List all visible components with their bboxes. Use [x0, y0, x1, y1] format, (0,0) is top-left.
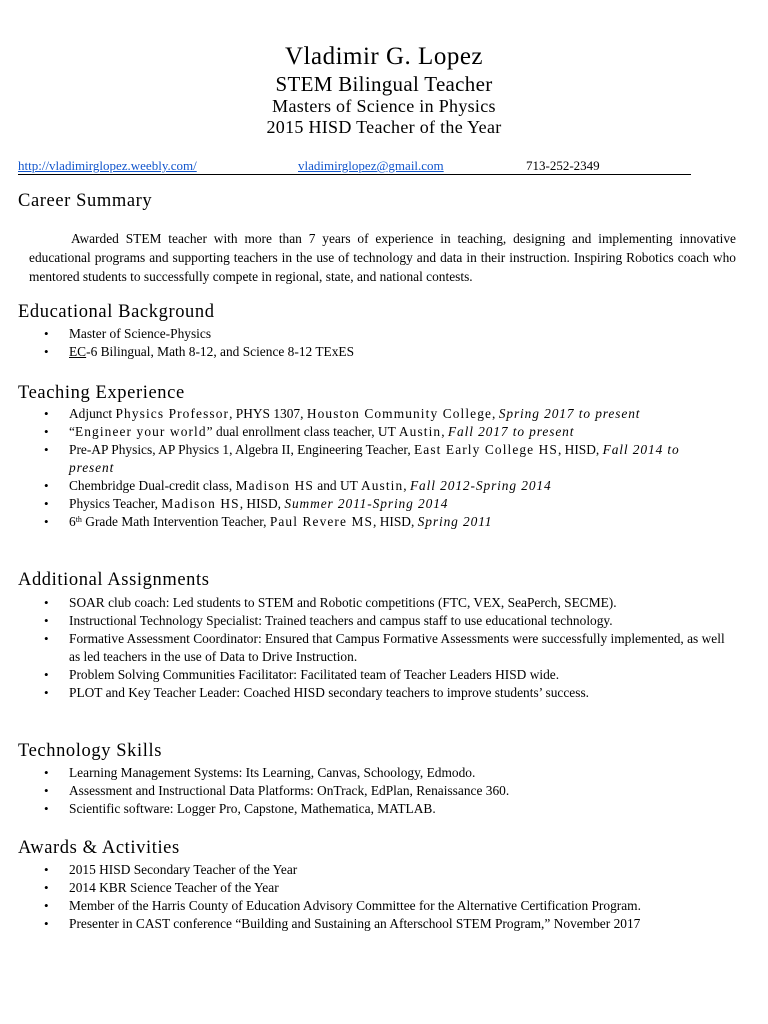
contact-line — [18, 157, 691, 175]
job-title: STEM Bilingual Teacher — [275, 72, 493, 96]
list-item: • Formative Assessment Coordinator: Ensured that Campus Formative Assessments were successfully implemented, as well as led teachers in the use of Data to Drive Instruction. — [0, 630, 729, 666]
list-item: • Physics Teacher, Madison HS, HISD, Summer 2011-Spring 2014 — [0, 495, 729, 513]
education-list — [0, 325, 729, 361]
list-item: • Instructional Technology Specialist: Trained teachers and campus staff to use educational technology. — [0, 612, 729, 630]
list-item: • Problem Solving Communities Facilitator: Facilitated team of Teacher Leaders HISD wide. — [0, 666, 729, 684]
awards-heading: Awards & Activities — [18, 838, 180, 858]
list-item: • Member of the Harris County of Education Advisory Committee for the Alternative Certification Program. — [0, 897, 729, 915]
list-item: • Adjunct Physics Professor, PHYS 1307, Houston Community College, Spring 2017 to present — [0, 405, 729, 423]
list-item: • Chembridge Dual-credit class, Madison HS and UT Austin, Fall 2012-Spring 2014 — [0, 477, 729, 495]
assignments-list — [0, 594, 729, 702]
career-summary-heading: Career Summary — [18, 191, 153, 211]
list-item: • PLOT and Key Teacher Leader: Coached HISD secondary teachers to improve students’ success. — [0, 684, 729, 702]
phone-number: 713-252-2349 — [526, 158, 600, 173]
list-item: • EC-6 Bilingual, Math 8-12, and Science 8-12 TExES — [0, 343, 729, 361]
career-summary-text: Awarded STEM teacher with more than 7 years of experience in teaching, designing and implementing innovative educational programs and supporting teachers in the use of technology and data in their instruction. Inspiring Robotics coach who mentored students to successfully compete in regional, state, and national contests. — [29, 231, 736, 284]
list-item: • 2015 HISD Secondary Teacher of the Year — [0, 861, 729, 879]
list-item: • Pre-AP Physics, AP Physics 1, Algebra II, Engineering Teacher, East Early College HS, HISD, Fall 2014 to present — [0, 441, 729, 477]
awards-list — [0, 861, 729, 933]
list-item: • 2014 KBR Science Teacher of the Year — [0, 879, 729, 897]
teaching-heading: Teaching Experience — [18, 383, 185, 403]
list-item: • Learning Management Systems: Its Learning, Canvas, Schoology, Edmodo. — [0, 764, 729, 782]
skills-list — [0, 764, 729, 818]
list-item: • Scientific software: Logger Pro, Capstone, Mathematica, MATLAB. — [0, 800, 729, 818]
website-link[interactable]: http://vladimirglopez.weebly.com/ — [18, 158, 197, 173]
candidate-name: Vladimir G. Lopez — [284, 43, 484, 70]
award-line: 2015 HISD Teacher of the Year — [266, 117, 502, 137]
email-link[interactable]: vladimirglopez@gmail.com — [298, 158, 444, 173]
list-item: • Master of Science-Physics — [0, 325, 729, 343]
degree-line: Masters of Science in Physics — [272, 96, 496, 116]
assignments-heading: Additional Assignments — [18, 570, 210, 590]
education-heading: Educational Background — [18, 302, 215, 322]
list-item: • SOAR club coach: Led students to STEM and Robotic competitions (FTC, VEX, SeaPerch, SECME). — [0, 594, 729, 612]
list-item: • Presenter in CAST conference “Building and Sustaining an Afterschool STEM Program,” November 2017 — [0, 915, 729, 933]
list-item: • 6th Grade Math Intervention Teacher, Paul Revere MS, HISD, Spring 2011 — [0, 513, 729, 531]
list-item: • Assessment and Instructional Data Platforms: OnTrack, EdPlan, Renaissance 360. — [0, 782, 729, 800]
teaching-list — [0, 405, 729, 531]
skills-heading: Technology Skills — [18, 741, 163, 761]
list-item: • “Engineer your world” dual enrollment class teacher, UT Austin, Fall 2017 to present — [0, 423, 729, 441]
resume-header — [0, 42, 768, 138]
